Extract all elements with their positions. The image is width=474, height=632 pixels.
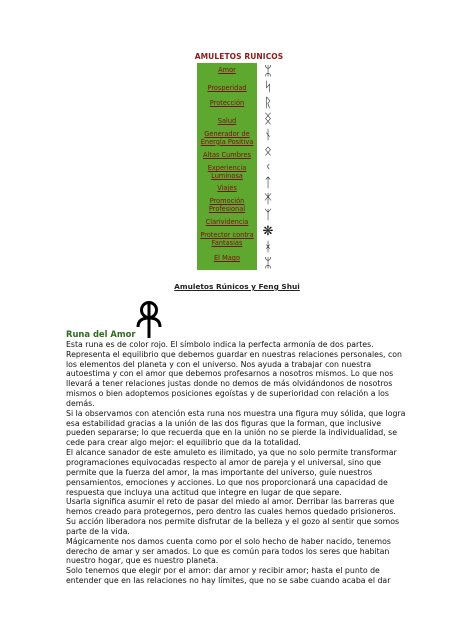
menu-item-viajes[interactable]: Viajes (217, 184, 237, 192)
article-paragraph: El alcance sanador de este amuleto es ilimitado, ya que no solo permite transformar programaciones equivocadas respecto al amor de pareja y el universal, sino que permite que la fuerza del amor, la mas importante del universo, guíe nuestros pensamientos, emociones y acciones. Lo que nos proporcionará una capacidad de respuesta que incluya una actitud que integre en lugar de que separe. (66, 448, 397, 497)
rune-icon: ᛟ (264, 144, 272, 159)
amulet-menu (197, 63, 257, 270)
rune-icon: ᚾ (264, 128, 272, 143)
rune-icon: ❋ (262, 224, 274, 239)
menu-item-clarividencia[interactable]: Clarividencia (205, 218, 249, 226)
amuletos-feng-shui-link[interactable]: Amuletos Rúnicos y Feng Shui (174, 282, 300, 291)
rune-icon: ᛝ (264, 112, 272, 127)
article-body (66, 330, 406, 586)
menu-item-prosperidad[interactable]: Prosperidad (207, 84, 247, 92)
menu-item-energia-positiva[interactable]: Generador de Energía Positiva (200, 130, 254, 146)
menu-title: AMULETOS RUNICOS (194, 52, 284, 61)
rune-icon: ᚼ (264, 240, 272, 255)
menu-item-promocion-profesional[interactable]: Promoción Profesional (208, 197, 246, 213)
menu-item-experiencia-luminosa[interactable]: Experiencia Luminosa (207, 164, 247, 180)
rune-symbols-column (259, 63, 277, 270)
menu-item-proteccion[interactable]: Protección (209, 99, 245, 107)
rune-icon: ᚲ (264, 160, 272, 175)
menu-item-salud[interactable]: Salud (217, 117, 237, 125)
rune-icon: ᛯ (264, 64, 272, 79)
article-paragraph: Solo tenemos que elegir por el amor: dar amor y recibir amor; hasta el punto de entender que en las relaciones no hay límites, que no se sabe cuando acaba el dar (66, 566, 391, 586)
rune-icon: ᛯ (264, 256, 272, 271)
article-heading: Runa del Amor (66, 329, 136, 339)
menu-item-amor[interactable]: Amor (218, 66, 236, 74)
article-paragraph: Si la observamos con atención esta runa nos muestra una figura muy sólida, que logra esa estabilidad gracias a la unión de las dos figuras que la forman, que inclusive pueden separarse; lo que recuerda que en la unión no se pierde la individualidad, se cede para crear algo mejor: el equilibrio que da la totalidad. (66, 408, 406, 448)
rune-icon: ᛏ (264, 176, 272, 191)
article-paragraph: Mágicamente nos damos cuenta como por el solo hecho de haber nacido, tenemos derecho de amar y ser amados. Lo que es común para todos los seres que habitan nuestro hogar, que es nuestro planeta. (66, 536, 391, 566)
menu-item-el-mago[interactable]: El Mago (213, 254, 241, 262)
article-paragraph: Esta runa es de color rojo. El símbolo indica la perfecta armonía de dos partes. Representa el equilibrio que debemos guardar en nuestras relaciones personales, con los elementos del planeta y con el universo. Nos ayuda a trabajar con nuestra autoestima y con el amor que debemos profesarnos a nosotros mismos. Lo que nos llevará a tener relaciones justas donde no demos de más olvidándonos de nosotros mismos o bien adoptemos posiciones egoístas y de superioridad con relación a los demás. (66, 339, 402, 408)
article-paragraph: Usarla significa asumir el reto de pasar del miedo al amor. Derribar las barreras que hemos creado para protegernos, pero dentro las cuales hemos quedado prisioneros. Su acción liberadora nos permite disfrutar de la belleza y el gozo al sentir que somos parte de la vida. (66, 497, 400, 536)
rune-icon: ᚱ (264, 96, 272, 111)
rune-icon: ᛋ (264, 80, 272, 95)
menu-item-altas-cumbres[interactable]: Altas Cumbres (203, 151, 251, 159)
menu-item-protector-fantasias[interactable]: Protector contra Fantasias (200, 231, 254, 247)
rune-icon: ᛡ (264, 192, 272, 207)
rune-icon: ᛉ (264, 208, 272, 223)
